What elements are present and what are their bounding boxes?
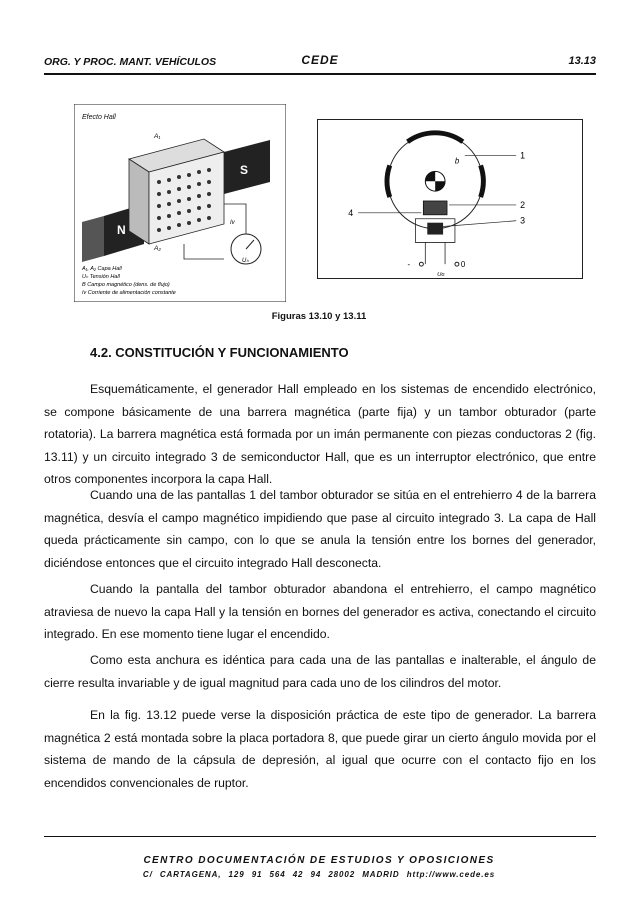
section-title: 4.2. CONSTITUCIÓN Y FUNCIONAMIENTO [90,345,349,360]
label-uh: Uₕ [242,258,249,264]
label-a2: A₂ [154,245,161,252]
magnetic-barrier-icon [423,201,447,215]
paragraph: Cuando una de las pantallas 1 del tambor obturador se sitúa en el entrehierro 4 de la barrera magnética, desvía el campo magnético impidiendo que pase al circuito integrado 3. La capa de Hall queda prácticamente sin campo, con lo que se anula la tensión entre los bornes del generador, diciéndose entonces que el circuito integrado Hall desconecta. [44,488,596,570]
paragraph: Cuando la pantalla del tambor obturador abandona el entrehierro, el campo magnético atraviesa de nuevo la capa Hall y la tensión en bornes del generador es activa, conectando el circuito integrado. En ese momento tiene lugar el encendido. [44,582,596,642]
callout-2: 2 [520,199,526,210]
legend-line-2: Uₕ Tensión Hall [82,274,120,280]
svg-text:-: - [407,260,411,270]
figure-shutter-drum [317,119,583,279]
paragraph: Esquemáticamente, el generador Hall empleado en los sistemas de encendido electrónico, se compone básicamente de una barrera magnética (parte fija) y un tambor obturador (parte rotatoria). La barrera magnética está formada por un imán permanente con piezas conductoras 2 (fig. 13.11) y un circuito integrado 3 de semiconductor Hall, que es un interruptor electrónico, que entre otros componentes incorpora la capa Hall. [44,382,596,487]
callout-4: 4 [348,207,354,218]
label-s: S [240,163,249,177]
hall-ic-icon [427,223,443,235]
legend-line-4: Iv Corriente de alimentación constante [82,290,176,296]
label-b: b [454,156,460,166]
header-divider [44,73,596,75]
footer-divider [44,836,596,837]
legend-line-1: A₁, A₂ Capa Hall [82,266,122,272]
label-iv: Iv [230,220,235,226]
page-number: 13.13 [568,55,596,67]
label-zero: 0 [460,260,466,270]
figure-left-title: Efecto Hall [82,114,116,121]
callout-1: 1 [520,150,526,161]
header-brand: CEDE [301,53,339,67]
callout-3: 3 [520,215,526,226]
paragraph: En la fig. 13.12 puede verse la disposición práctica de este tipo de generador. La barrera magnética 2 está montada sobre la placa portadora 8, que puede girar un cierto ángulo movida por el sistema de mando de la cápsula de depresión, al igual que ocurre con el contacto fijo en los encendidos convencionales de ruptor. [44,708,596,790]
shutter-blade-icon [408,133,463,142]
label-a1: A₁ [154,133,161,140]
legend-line-3: B Campo magnético (dens. de flujo) [82,282,170,288]
paragraph: Como esta anchura es idéntica para cada una de las pantallas e inalterable, el ángulo de cierre resulta invariable y de igual magnitud para cada uno de los cilindros del motor. [44,653,596,690]
header-left-title: ORG. Y PROC. MANT. VEHÍCULOS [44,56,217,68]
label-n: N [117,223,126,237]
label-ug: Uɢ [437,272,445,279]
page-header [44,53,596,71]
footer-organization: CENTRO DOCUMENTACIÓN DE ESTUDIOS Y OPOSICIONES [143,855,495,866]
footer-contact: C/ CARTAGENA, 129 91 564 42 94 28002 MADRID http://www.cede.es [142,870,496,879]
figure-hall-effect [74,104,286,302]
figure-caption: Figuras 13.10 y 13.11 [271,311,367,322]
